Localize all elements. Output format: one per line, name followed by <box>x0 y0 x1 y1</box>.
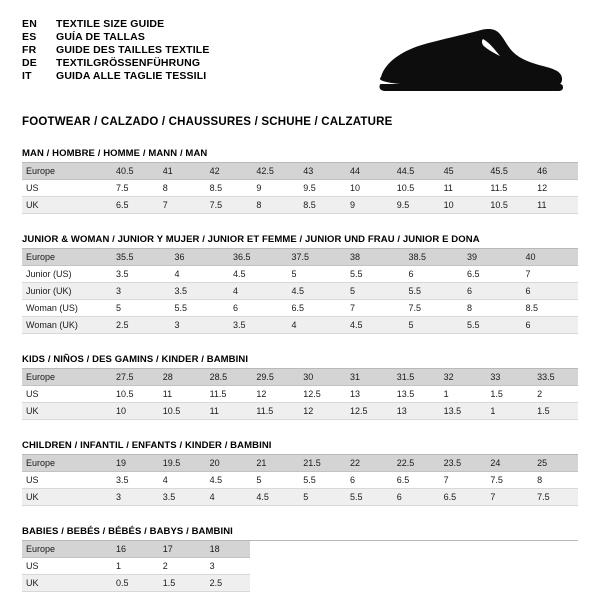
section-title: JUNIOR & WOMAN / JUNIOR Y MUJER / JUNIOR ET FEMME / JUNIOR UND FRAU / JUNIOR E DONA <box>22 234 578 249</box>
cell: 41 <box>157 163 204 180</box>
language-title: TEXTILE SIZE GUIDE <box>56 18 165 30</box>
table-row <box>22 558 578 575</box>
cell: 22 <box>344 455 391 472</box>
table-row <box>22 386 578 403</box>
row-label: UK <box>22 197 110 214</box>
table-row <box>22 300 578 317</box>
row-label: Europe <box>22 163 110 180</box>
cell: 2 <box>157 558 204 575</box>
cell: 11 <box>531 197 578 214</box>
row-label: Junior (US) <box>22 266 110 283</box>
table-spacer <box>250 558 578 575</box>
footwear-title: FOOTWEAR / CALZADO / CHAUSSURES / SCHUHE / CALZATURE <box>22 116 393 128</box>
cell: 3 <box>110 489 157 506</box>
cell: 5.5 <box>461 317 520 334</box>
table-row <box>22 197 578 214</box>
section-kids <box>22 354 578 420</box>
cell: 8.5 <box>297 197 344 214</box>
language-title: GUIDA ALLE TAGLIE TESSILI <box>56 70 207 82</box>
cell: 10.5 <box>391 180 438 197</box>
cell: 2 <box>531 386 578 403</box>
language-row <box>22 31 209 43</box>
cell: 36.5 <box>227 249 286 266</box>
cell: 9.5 <box>391 197 438 214</box>
cell: 4.5 <box>286 283 345 300</box>
section-title: BABIES / BEBÉS / BÉBÉS / BABYS / BAMBINI <box>22 526 578 541</box>
language-code: ES <box>22 31 37 43</box>
cell: 6 <box>461 283 520 300</box>
cell: 17 <box>157 541 204 558</box>
cell: 18 <box>204 541 251 558</box>
table-row <box>22 455 578 472</box>
table-row <box>22 541 578 558</box>
table-row <box>22 489 578 506</box>
cell: 11.5 <box>204 386 251 403</box>
cell: 8 <box>461 300 520 317</box>
cell: 1.5 <box>531 403 578 420</box>
cell: 5.5 <box>169 300 228 317</box>
row-label: US <box>22 386 110 403</box>
language-code: IT <box>22 70 32 82</box>
cell: 5.5 <box>344 266 403 283</box>
cell: 33 <box>484 369 531 386</box>
cell: 29.5 <box>250 369 297 386</box>
cell: 27.5 <box>110 369 157 386</box>
table-row <box>22 317 578 334</box>
cell: 7 <box>484 489 531 506</box>
table-row <box>22 403 578 420</box>
size-table-man <box>22 163 578 214</box>
row-label: Europe <box>22 369 110 386</box>
cell: 10 <box>438 197 485 214</box>
row-label: UK <box>22 403 110 420</box>
size-table-babies <box>22 541 578 592</box>
cell: 1.5 <box>484 386 531 403</box>
table-row <box>22 283 578 300</box>
cell: 28.5 <box>204 369 251 386</box>
cell: 11 <box>157 386 204 403</box>
row-label: US <box>22 472 110 489</box>
cell: 4.5 <box>250 489 297 506</box>
language-row <box>22 57 209 69</box>
cell: 2.5 <box>110 317 169 334</box>
cell: 44.5 <box>391 163 438 180</box>
cell: 38.5 <box>403 249 462 266</box>
cell: 1 <box>484 403 531 420</box>
cell: 3.5 <box>110 472 157 489</box>
section-children <box>22 440 578 506</box>
size-table-children <box>22 455 578 506</box>
cell: 7 <box>344 300 403 317</box>
cell: 33.5 <box>531 369 578 386</box>
row-label: Woman (US) <box>22 300 110 317</box>
cell: 9.5 <box>297 180 344 197</box>
section-babies <box>22 526 578 592</box>
cell: 7 <box>438 472 485 489</box>
cell: 7 <box>520 266 579 283</box>
cell: 36 <box>169 249 228 266</box>
page-header <box>22 18 578 102</box>
table-spacer <box>250 575 578 592</box>
cell: 13.5 <box>438 403 485 420</box>
cell: 22.5 <box>391 455 438 472</box>
cell: 11.5 <box>484 180 531 197</box>
cell: 6 <box>227 300 286 317</box>
cell: 12.5 <box>344 403 391 420</box>
table-row <box>22 472 578 489</box>
cell: 11 <box>204 403 251 420</box>
cell: 46 <box>531 163 578 180</box>
table-row <box>22 266 578 283</box>
cell: 40.5 <box>110 163 157 180</box>
cell: 4 <box>227 283 286 300</box>
cell: 12.5 <box>297 386 344 403</box>
cell: 31 <box>344 369 391 386</box>
row-label: UK <box>22 489 110 506</box>
cell: 40 <box>520 249 579 266</box>
cell: 9 <box>250 180 297 197</box>
row-label: Europe <box>22 541 110 558</box>
cell: 23.5 <box>438 455 485 472</box>
cell: 42 <box>204 163 251 180</box>
cell: 4.5 <box>204 472 251 489</box>
cell: 6.5 <box>438 489 485 506</box>
row-label: UK <box>22 575 110 592</box>
cell: 25 <box>531 455 578 472</box>
cell: 4 <box>157 472 204 489</box>
language-code: DE <box>22 57 37 69</box>
cell: 45 <box>438 163 485 180</box>
cell: 8.5 <box>204 180 251 197</box>
cell: 42.5 <box>250 163 297 180</box>
cell: 4.5 <box>344 317 403 334</box>
cell: 11 <box>438 180 485 197</box>
row-label: US <box>22 180 110 197</box>
cell: 3.5 <box>169 283 228 300</box>
cell: 0.5 <box>110 575 157 592</box>
size-table-kids <box>22 369 578 420</box>
table-row <box>22 369 578 386</box>
cell: 13 <box>391 403 438 420</box>
section-title: KIDS / NIÑOS / DES GAMINS / KINDER / BAMBINI <box>22 354 578 369</box>
cell: 5 <box>286 266 345 283</box>
cell: 3.5 <box>227 317 286 334</box>
cell: 45.5 <box>484 163 531 180</box>
cell: 38 <box>344 249 403 266</box>
cell: 6 <box>391 489 438 506</box>
cell: 5.5 <box>344 489 391 506</box>
cell: 7 <box>157 197 204 214</box>
cell: 6.5 <box>461 266 520 283</box>
cell: 10.5 <box>110 386 157 403</box>
cell: 32 <box>438 369 485 386</box>
cell: 19.5 <box>157 455 204 472</box>
cell: 11.5 <box>250 403 297 420</box>
language-row <box>22 44 209 56</box>
cell: 43 <box>297 163 344 180</box>
cell: 6.5 <box>286 300 345 317</box>
cell: 10 <box>110 403 157 420</box>
cell: 16 <box>110 541 157 558</box>
cell: 5.5 <box>297 472 344 489</box>
cell: 6 <box>403 266 462 283</box>
cell: 10 <box>344 180 391 197</box>
section-title: MAN / HOMBRE / HOMME / MANN / MAN <box>22 148 578 163</box>
row-label: Europe <box>22 455 110 472</box>
cell: 5 <box>110 300 169 317</box>
cell: 1.5 <box>157 575 204 592</box>
dress-shoe-icon <box>363 24 568 102</box>
cell: 3.5 <box>110 266 169 283</box>
language-code: FR <box>22 44 37 56</box>
cell: 8 <box>250 197 297 214</box>
language-row <box>22 18 209 30</box>
cell: 44 <box>344 163 391 180</box>
language-title-list <box>22 18 209 82</box>
cell: 10.5 <box>484 197 531 214</box>
cell: 13.5 <box>391 386 438 403</box>
cell: 28 <box>157 369 204 386</box>
cell: 7.5 <box>531 489 578 506</box>
cell: 3 <box>204 558 251 575</box>
cell: 35.5 <box>110 249 169 266</box>
cell: 31.5 <box>391 369 438 386</box>
cell: 3.5 <box>157 489 204 506</box>
cell: 37.5 <box>286 249 345 266</box>
cell: 30 <box>297 369 344 386</box>
section-man <box>22 148 578 214</box>
cell: 3 <box>169 317 228 334</box>
cell: 6 <box>344 472 391 489</box>
row-label: Woman (UK) <box>22 317 110 334</box>
language-title: GUIDE DES TAILLES TEXTILE <box>56 44 210 56</box>
cell: 5 <box>250 472 297 489</box>
cell: 12 <box>297 403 344 420</box>
cell: 4 <box>286 317 345 334</box>
cell: 5 <box>403 317 462 334</box>
row-label: Europe <box>22 249 110 266</box>
cell: 5 <box>297 489 344 506</box>
cell: 8.5 <box>520 300 579 317</box>
cell: 39 <box>461 249 520 266</box>
cell: 1 <box>438 386 485 403</box>
cell: 4.5 <box>227 266 286 283</box>
row-label: US <box>22 558 110 575</box>
cell: 6 <box>520 317 579 334</box>
cell: 24 <box>484 455 531 472</box>
cell: 6 <box>520 283 579 300</box>
cell: 5.5 <box>403 283 462 300</box>
cell: 21 <box>250 455 297 472</box>
row-label: Junior (UK) <box>22 283 110 300</box>
table-row <box>22 249 578 266</box>
cell: 20 <box>204 455 251 472</box>
cell: 7.5 <box>204 197 251 214</box>
cell: 4 <box>204 489 251 506</box>
cell: 2.5 <box>204 575 251 592</box>
cell: 8 <box>531 472 578 489</box>
section-title: CHILDREN / INFANTIL / ENFANTS / KINDER / BAMBINI <box>22 440 578 455</box>
language-code: EN <box>22 18 37 30</box>
table-spacer <box>250 541 578 558</box>
language-title: TEXTILGRÖSSENFÜHRUNG <box>56 57 201 69</box>
cell: 7.5 <box>484 472 531 489</box>
cell: 7.5 <box>110 180 157 197</box>
cell: 5 <box>344 283 403 300</box>
cell: 7.5 <box>403 300 462 317</box>
cell: 12 <box>531 180 578 197</box>
size-table-junior-woman <box>22 249 578 334</box>
cell: 10.5 <box>157 403 204 420</box>
cell: 21.5 <box>297 455 344 472</box>
cell: 19 <box>110 455 157 472</box>
table-row <box>22 163 578 180</box>
language-row <box>22 70 209 82</box>
cell: 8 <box>157 180 204 197</box>
cell: 6.5 <box>391 472 438 489</box>
cell: 1 <box>110 558 157 575</box>
cell: 3 <box>110 283 169 300</box>
section-junior-woman <box>22 234 578 334</box>
cell: 4 <box>169 266 228 283</box>
table-row <box>22 180 578 197</box>
cell: 9 <box>344 197 391 214</box>
language-title: GUÍA DE TALLAS <box>56 31 146 43</box>
table-row <box>22 575 578 592</box>
cell: 12 <box>250 386 297 403</box>
cell: 13 <box>344 386 391 403</box>
cell: 6.5 <box>110 197 157 214</box>
